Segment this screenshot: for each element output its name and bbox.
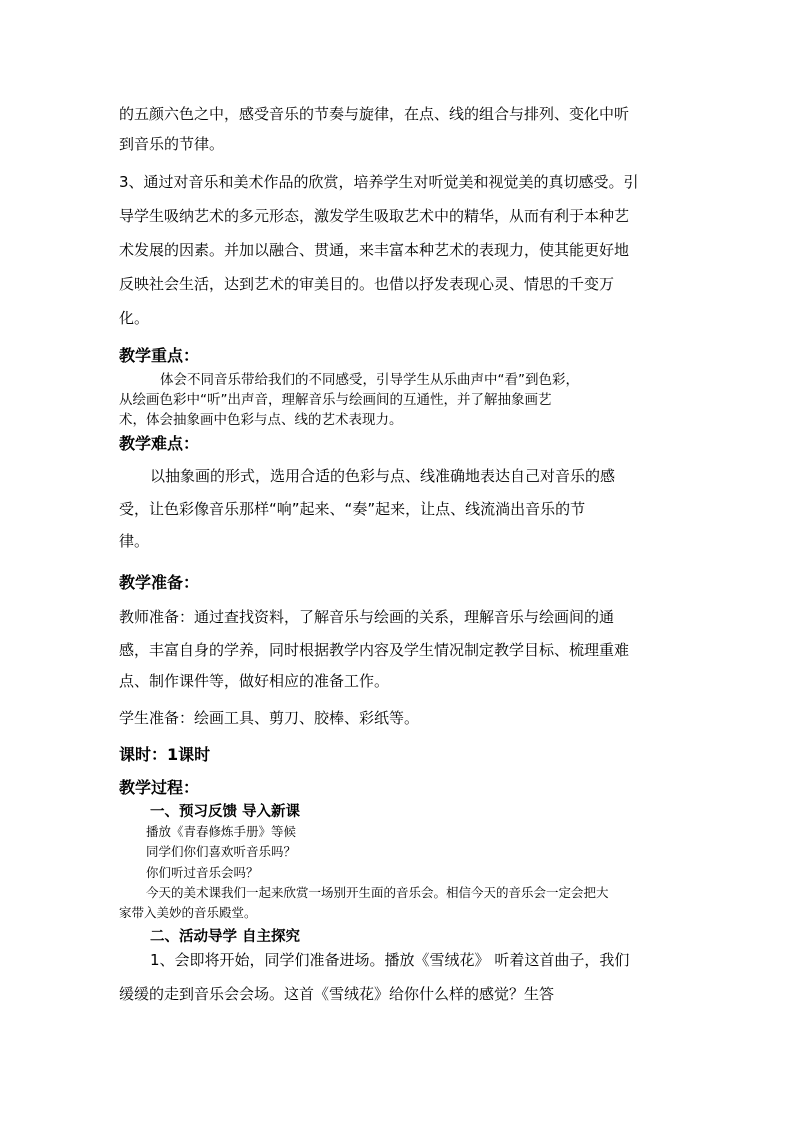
section-heading-key-points: 教学重点： <box>119 346 200 365</box>
body-text-line: 术发展的因素。并加以融合、贯通，来丰富本种艺术的表现力，使其能更好地 <box>119 241 630 259</box>
body-text-line: 从绘画色彩中“听”出声音，理解音乐与绘画间的互通性，并了解抽象画艺 <box>119 392 552 408</box>
body-text-line: 缓缓的走到音乐会会场。这首《雪绒花》给你什么样的感觉？生答 <box>119 985 555 1003</box>
body-text-line: 播放《青春修炼手册》等候 <box>146 824 297 839</box>
body-text-line: 以抽象画的形式，选用合适的色彩与点、线准确地表达自己对音乐的感 <box>150 467 616 485</box>
body-text-line: 律。 <box>119 532 150 550</box>
body-text-line: 点、制作课件等，做好相应的准备工作。 <box>119 672 390 690</box>
subsection-title: 二、活动导学 自主探究 <box>150 929 301 945</box>
body-text-line: 家带入美妙的音乐殿堂。 <box>119 905 257 920</box>
body-text-line: 1、会即将开始，同学们准备进场。播放《雪绒花》 听着这首曲子，我们 <box>150 951 630 969</box>
body-text-line: 术，体会抽象画中色彩与点、线的艺术表现力。 <box>119 412 403 428</box>
body-text-line: 体会不同音乐带给我们的不同感受，引导学生从乐曲声中“看”到色彩， <box>160 372 579 388</box>
section-heading-process: 教学过程： <box>119 778 200 797</box>
body-text-line: 化。 <box>119 309 150 327</box>
body-text-line: 学生准备：绘画工具、剪刀、胶棒、彩纸等。 <box>119 709 420 727</box>
body-text-line: 反映社会生活，达到艺术的审美目的。也借以抒发表现心灵、情思的千变万 <box>119 275 615 293</box>
body-text-line: 今天的美术课我们一起来欣赏一场别开生面的音乐会。相信今天的音乐会一定会把大 <box>146 885 609 900</box>
body-text-line: 感，丰富自身的学养，同时根据教学内容及学生情况制定教学目标、梳理重难 <box>119 641 630 659</box>
body-text-line: 导学生吸纳艺术的多元形态，激发学生吸取艺术中的精华，从而有利于本种艺 <box>119 207 630 225</box>
body-text-line: 到音乐的节律。 <box>119 135 225 153</box>
section-heading-preparation: 教学准备： <box>119 573 200 592</box>
section-heading-difficulties: 教学难点： <box>119 434 200 453</box>
body-text-line: 教师准备：通过查找资料，了解音乐与绘画的关系，理解音乐与绘画间的通 <box>119 608 615 626</box>
body-text-line: 的五颜六色之中，感受音乐的节奏与旋律，在点、线的组合与排列、变化中听 <box>119 105 630 123</box>
body-text-line: 受，让色彩像音乐那样“响”起来、“奏”起来，让点、线流淌出音乐的节 <box>119 500 586 518</box>
body-text-line: 同学们你们喜欢听音乐吗？ <box>146 844 297 859</box>
body-text-line: 你们听过音乐会吗？ <box>146 865 259 880</box>
subsection-title: 一、预习反馈 导入新课 <box>150 804 301 820</box>
class-hours: 课时：1课时 <box>119 745 211 764</box>
body-text-line: 3、通过对音乐和美术作品的欣赏，培养学生对听觉美和视觉美的真切感受。引 <box>119 173 639 191</box>
